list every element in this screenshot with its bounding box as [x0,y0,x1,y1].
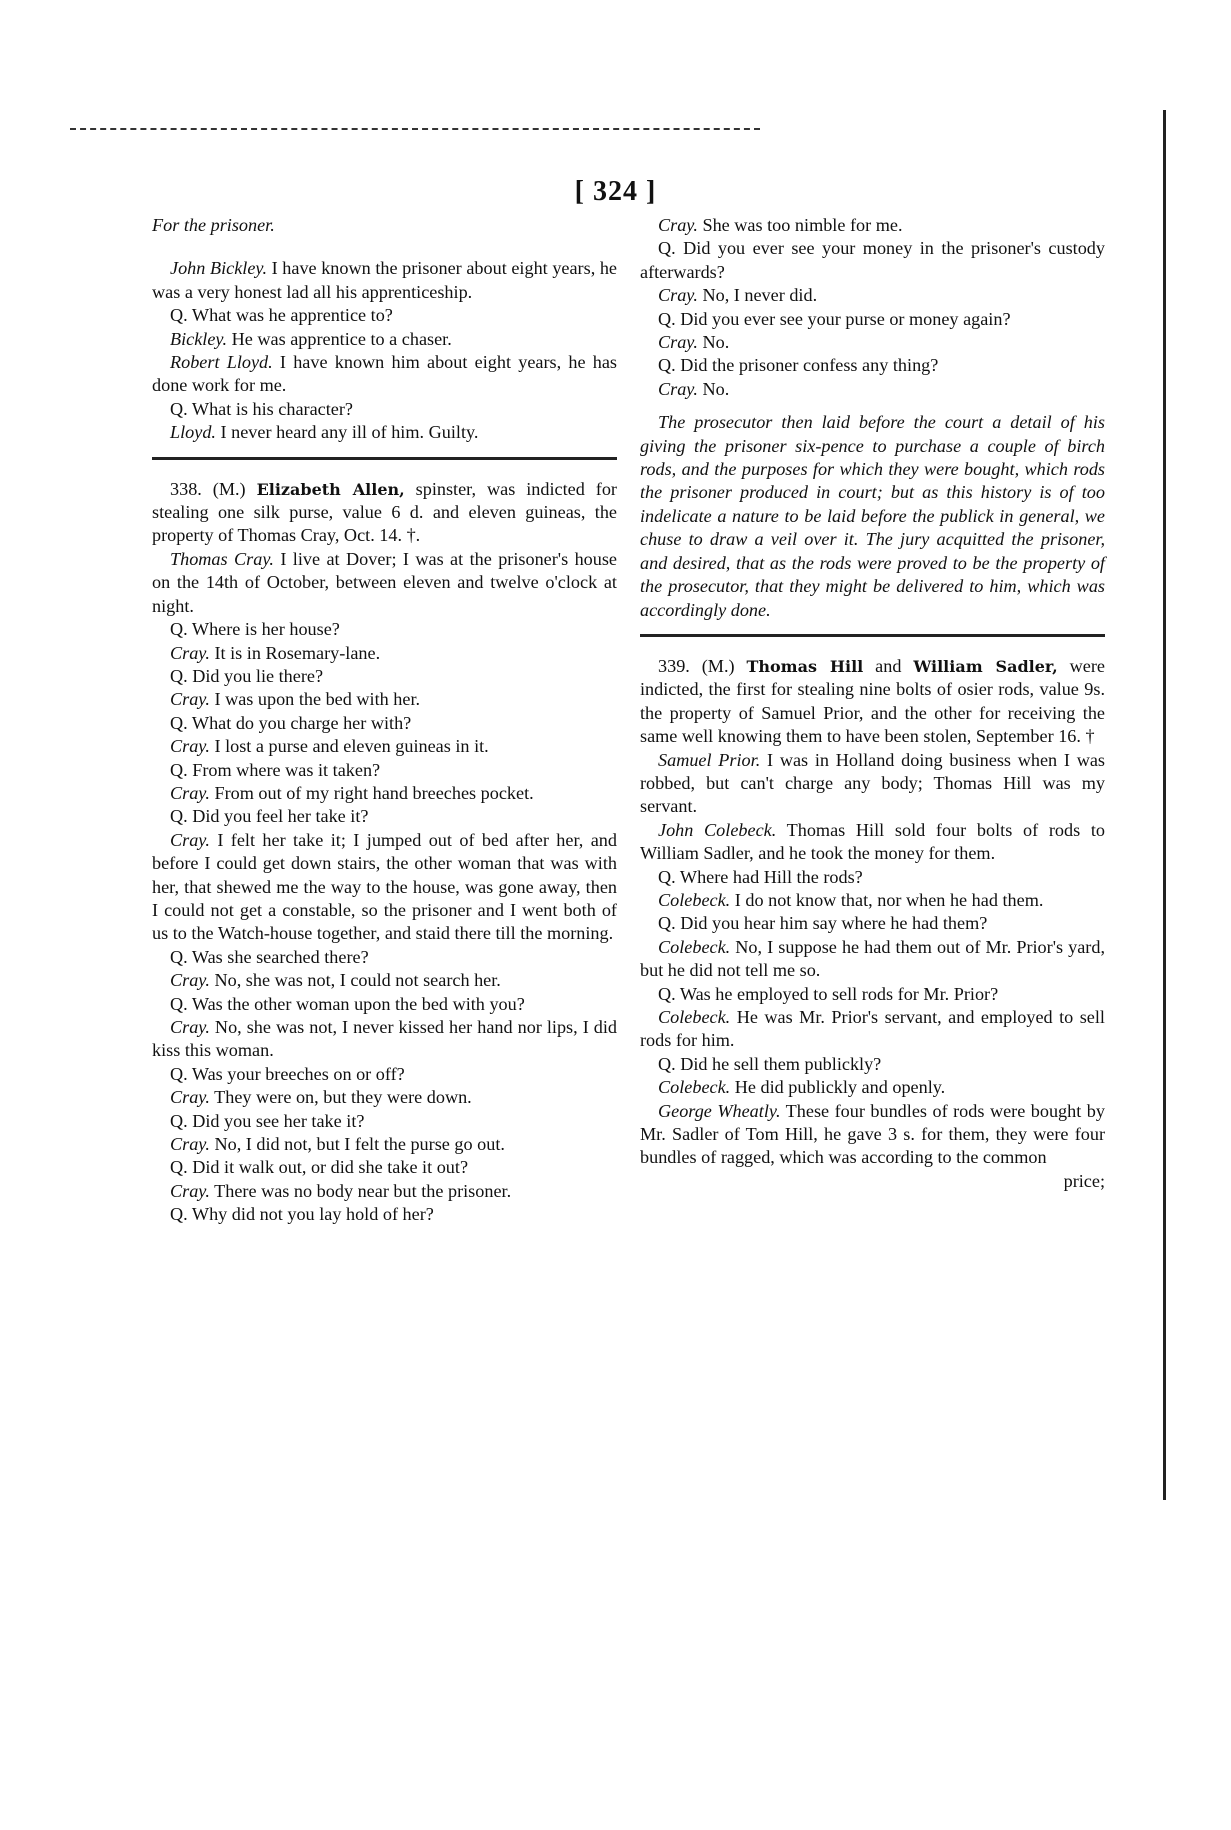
speaker: Colebeck. [658,936,731,957]
answer-text: They were on, but they were down. [209,1087,472,1108]
speaker: Colebeck. [658,1007,731,1027]
conjunction: and [863,655,914,676]
speaker: Cray. [170,736,210,757]
speaker: Cray. [170,1087,210,1108]
answer-text: No, I never did. [697,285,818,306]
right-dialogue-bottom [640,749,1105,1170]
catchword: price; [1063,1170,1105,1191]
testimony-text: He was apprentice to a chaser. [227,328,452,349]
answer-text: No, she was not, I could not search her. [209,970,501,991]
answer-text: He did publickly and openly. [730,1077,946,1098]
answer [640,214,1105,237]
left-column [152,214,617,1227]
testimony-text: I have known the prisoner about eight years, he was a very honest lad all his apprenticeship. [152,258,618,302]
question: Q. Where is her house? [170,619,340,640]
indictment-text: were indicted, the first for stealing nine bolts of osier rods, value 9s. the property of Samuel Prior, and the other for receiving the same well knowing them to have been stolen, September 16. † [640,655,1106,747]
answer [152,1180,617,1203]
question: Q. Was she searched there? [170,946,369,967]
speaker: Cray. [170,829,210,850]
question: Q. Was your breeches on or off? [170,1063,405,1084]
speaker: Cray. [658,215,698,235]
question: Q. Did you hear him say where he had them? [658,913,988,934]
answer [152,1016,617,1063]
answer-text: There was no body near but the prisoner. [209,1180,512,1201]
testimony-lloyd-2 [152,421,617,444]
answer-text: It is in Rosemary-lane. [209,642,381,663]
answer-text: From out of my right hand breeches pocket. [209,782,534,803]
answer [152,969,617,992]
answer [152,1086,617,1109]
speaker: Cray. [658,378,698,399]
question: Q. Did you see her take it? [170,1110,365,1131]
case-339-indictment [640,655,1105,749]
testimony-text: I live at Dover; I was at the prisoner's house on the 14th of October, between eleven and twelve o'clock at night. [152,548,618,616]
speaker: George Wheatly. [658,1100,781,1121]
speaker: Robert Lloyd. [170,352,273,373]
answer-text: No, I suppose he had them out of Mr. Prior's yard, but he did not tell me so. [640,936,1105,981]
speaker: Cray. [170,689,210,710]
speaker: Cray. [170,1180,210,1201]
answer [152,735,617,758]
answer [640,1076,1105,1099]
testimony-bickley-2 [152,328,617,351]
answer [640,889,1105,912]
speaker: Bickley. [170,328,228,349]
case-number: 338. (M.) [170,478,257,499]
testimony-text: I have known him about eight years, he has done work for me. [152,352,617,396]
note-text: The prosecutor then laid before the court a detail of his giving the prisoner six-pence to purchase a couple of birch rods, and the purposes for which they were bought, which rods the prisoner produced in court; but as this history is of too indelicate a nature to be laid before the publick in general, we chuse to draw a veil over it. The jury acquitted the prisoner, and desired, that as the rods were proved to be the property of the prosecutor, that they might be delivered to him, which was accordingly done. [640,412,1105,620]
answer-text: No. [697,378,730,399]
question: Q. Was the other woman upon the bed with you? [170,993,525,1014]
top-rule [70,128,760,130]
speaker: Cray. [170,970,210,991]
answer-text: No. [697,332,730,353]
question: Q. What is his character? [170,398,353,419]
section-rule [152,457,617,460]
question: Q. Was he employed to sell rods for Mr. Prior? [658,983,999,1004]
question: Q. Where had Hill the rods? [658,866,863,887]
defendant-name: Elizabeth Allen, [256,479,405,499]
answer-text: He was Mr. Prior's servant, and employed to sell rods for him. [640,1007,1105,1051]
answer [640,749,1105,819]
answer-text: No, I did not, but I felt the purse go out. [209,1134,505,1155]
case-number: 339. (M.) [658,655,747,676]
speaker: John Bickley. [170,258,268,279]
question: Q. Did you ever see your money in the prisoner's custody afterwards? [640,238,1105,282]
speaker: Lloyd. [170,422,216,443]
speaker: Colebeck. [658,889,731,910]
answer-text: I was in Holland doing business when I was robbed, but can't charge any body; Thomas Hill was my servant. [640,749,1105,817]
page-number: [ 324 ] [574,176,657,207]
answer [640,378,1105,401]
speaker: Samuel Prior. [658,749,761,770]
answer [640,284,1105,307]
answer [640,1100,1105,1170]
speaker: Cray. [170,642,210,663]
testimony-lloyd [152,351,617,398]
speaker: Thomas Cray. [170,548,274,569]
testimony-text: I never heard any ill of him. Guilty. [215,422,479,443]
speaker: Cray. [170,1134,210,1155]
answer [640,819,1105,866]
question: Q. Did the prisoner confess any thing? [658,355,939,376]
right-dialogue-top [640,214,1105,401]
answer [152,642,617,665]
answer-text: I lost a purse and eleven guineas in it. [209,736,489,757]
speaker: Colebeck. [658,1077,731,1098]
question: Q. Did it walk out, or did she take it out? [170,1157,469,1178]
speaker: Cray. [658,332,698,353]
speaker: John Colebeck. [658,819,777,840]
answer-text: I do not know that, nor when he had them. [730,889,1044,910]
defendant-name-1: Thomas Hill [746,656,864,676]
right-column [640,214,1105,1193]
answer [152,782,617,805]
answer [640,936,1105,983]
question: Q. Why did not you lay hold of her? [170,1204,434,1225]
court-note [640,411,1105,622]
answer [152,688,617,711]
left-dialogue [152,618,617,1227]
answer-text: She was too nimble for me. [697,215,903,235]
question: Q. Did he sell them publickly? [658,1053,882,1074]
question: Q. From where was it taken? [170,759,381,780]
page-edge-line [1163,110,1166,1500]
defendant-name-2: William Sadler, [913,656,1058,676]
speaker: Cray. [658,285,698,306]
case-338-indictment [152,478,617,548]
answer [152,829,617,946]
indictment-text: spinster, was indicted for stealing one silk purse, value 6 d. and eleven guineas, the property of Thomas Cray, Oct. 14. †. [152,478,617,546]
section-rule [640,634,1105,637]
testimony-bickley [152,257,617,304]
answer-text: No, she was not, I never kissed her hand nor lips, I did kiss this woman. [152,1017,617,1061]
answer-text: I was upon the bed with her. [209,689,421,710]
question: Q. What was he apprentice to? [170,305,393,326]
question: Q. Did you lie there? [170,665,324,686]
testimony-cray [152,548,617,618]
section-heading: For the prisoner. [152,215,275,235]
speaker: Cray. [170,782,210,803]
answer [152,1133,617,1156]
answer-text: These four bundles of rods were bought by Mr. Sadler of Tom Hill, he gave 3 s. for them, they were four bundles of ragged, which was according to the common [640,1100,1105,1168]
answer [640,331,1105,354]
answer-text: Thomas Hill sold four bolts of rods to William Sadler, and he took the money for them. [640,819,1106,864]
question: Q. Did you ever see your purse or money again? [658,308,1011,329]
speaker: Cray. [170,1017,210,1037]
question: Q. What do you charge her with? [170,712,412,733]
answer [640,1006,1105,1053]
question: Q. Did you feel her take it? [170,806,369,827]
answer-text: I felt her take it; I jumped out of bed after her, and before I could get down stairs, the other woman that was with her, that shewed me the way to the house, was gone away, then I could not get a constable, so the prisoner and I went both of us to the Watch-house together, and staid there till the morning. [152,829,617,944]
